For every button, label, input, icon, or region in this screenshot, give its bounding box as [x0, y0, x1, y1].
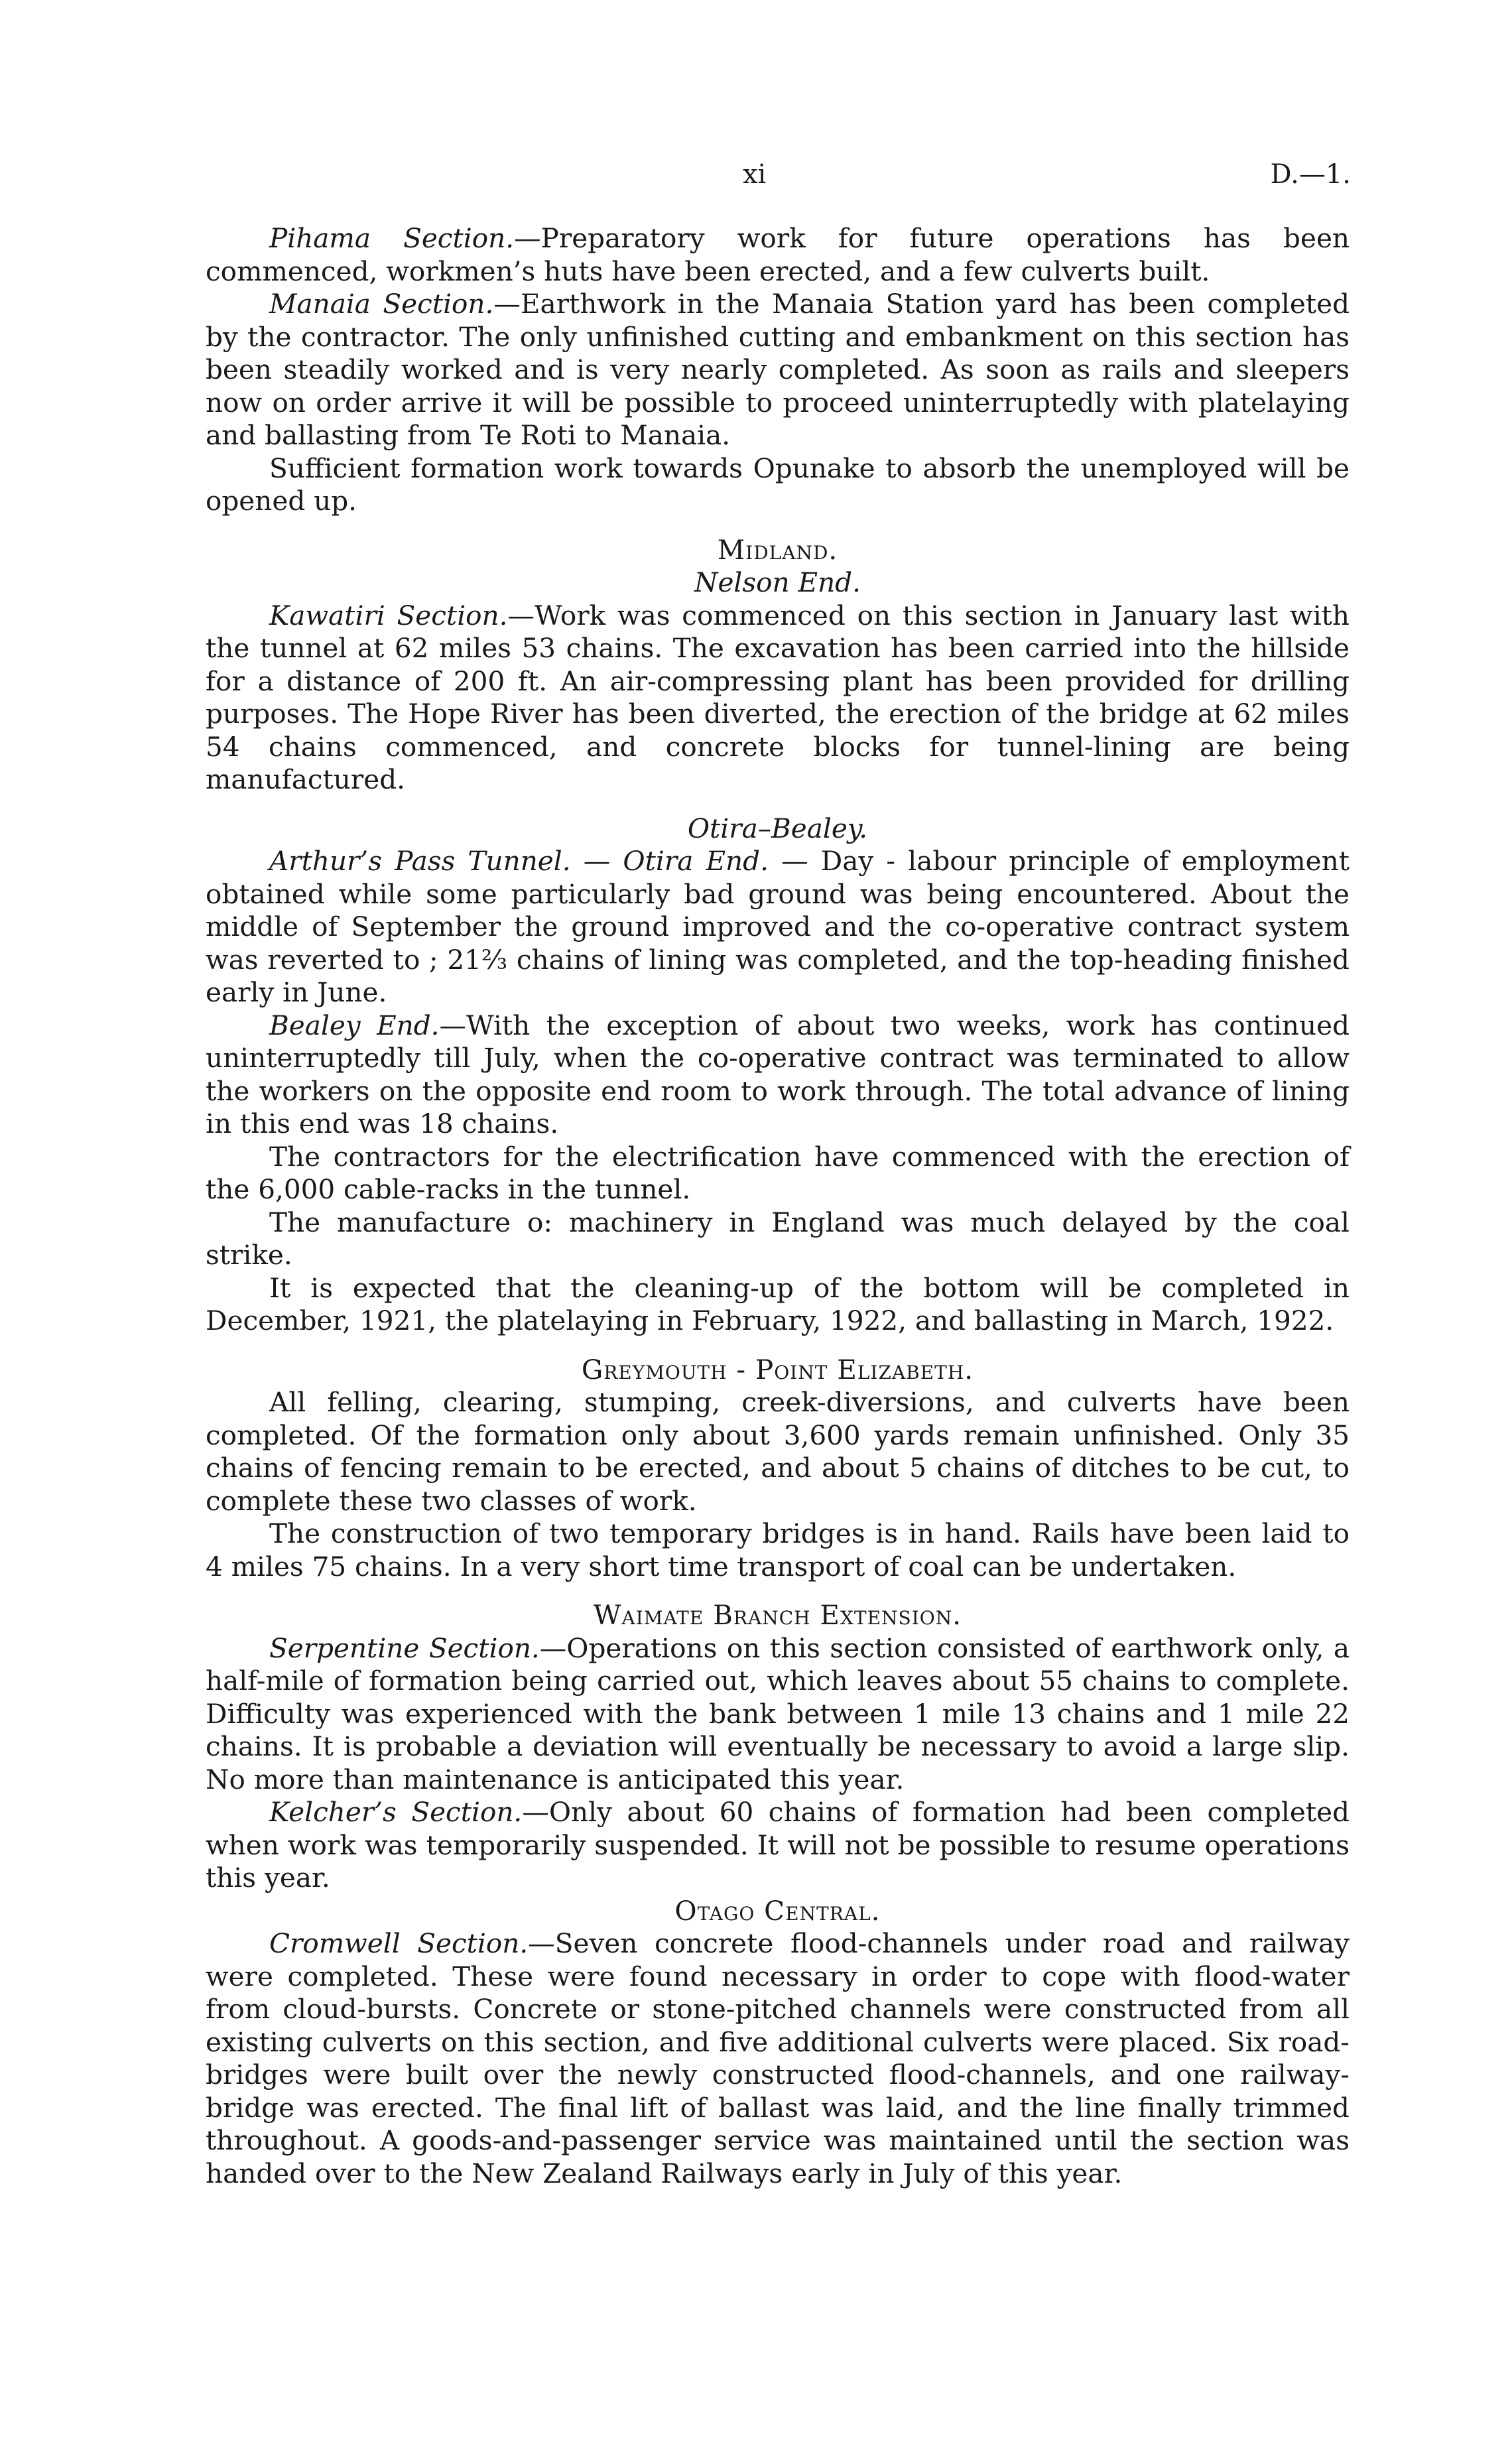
arthurs-pass-paragraph	[206, 845, 1350, 1009]
midland-heading: Midland.	[717, 533, 838, 566]
serpentine-paragraph	[206, 1632, 1350, 1797]
page-number: xi	[743, 159, 767, 190]
kelcher-paragraph	[206, 1796, 1350, 1895]
greymouth-heading: Greymouth - Point Elizabeth.	[581, 1353, 974, 1385]
document-reference: D.—1.	[1270, 159, 1351, 190]
manaia-heading: Manaia Section.	[269, 288, 494, 320]
arthurs-pass-heading: Arthur’s Pass Tunnel. — Otira End.	[269, 845, 769, 877]
cromwell-paragraph	[206, 1927, 1350, 2190]
greymouth-paragraph-2: The construction of two temporary bridges is in hand. Rails have been laid to 4 miles 75 chains. In a very short time transport of coal can be undertaken.	[206, 1517, 1350, 1582]
page-body	[206, 222, 1350, 2190]
machinery-paragraph: The manufacture o: machinery in England was much delayed by the coal strike.	[206, 1206, 1350, 1271]
kelcher-heading: Kelcher’s Section.	[269, 1796, 523, 1828]
otira-bealey-subheading: Otira–Bealey.	[687, 812, 868, 844]
page-header	[0, 159, 1512, 199]
electrification-paragraph: The contractors for the electrification have commenced with the erection of the 6,000 cable-racks in the tunnel.	[206, 1140, 1350, 1205]
bealey-end-text: —With the exception of about two weeks, work has continued uninterruptedly till July, when the co-operative contract was terminated to allow the workers on the opposite end room to work through. The total advance of lining in this end was 18 chains.	[206, 1009, 1350, 1139]
kelcher-text: —Only about 60 chains of formation had been completed when work was temporarily suspended. It will not be possible to resume operations this year.	[206, 1796, 1350, 1894]
cromwell-text: —Seven concrete flood-channels under road and railway were completed. These were found necessary in order to cope with flood-water from cloud-bursts. Concrete or stone-pitched channels were constructed from all existing culverts on this section, and five additional culverts were placed. Six road-bridges were built over the newly constructed flood-channels, and one railway-bridge was erected. The final lift of ballast was laid, and the line finally trimmed throughout. A goods-and-passenger service was maintained until the section was handed over to the New Zealand Railways early in July of this year.	[206, 1927, 1350, 2189]
manaia-paragraph	[206, 288, 1350, 452]
kawatiri-heading: Kawatiri Section.	[269, 599, 508, 631]
pihama-paragraph	[206, 222, 1350, 288]
pihama-heading: Pihama Section.	[269, 222, 515, 254]
pihama-text: —Preparatory work for future operations has been commenced, workmen’s huts have been erected, and a few culverts built.	[206, 222, 1350, 287]
cromwell-heading: Cromwell Section.	[269, 1927, 529, 1959]
serpentine-text: —Operations on this section consisted of earthwork only, a half-mile of formation being carried out, which leaves about 55 chains to complete. Difficulty was experienced with the bank between 1 mile 13 chains and 1 mile 22 chains. It is probable a deviation will eventually be necessary to avoid a large slip. No more than maintenance is anticipated this year.	[206, 1632, 1350, 1795]
kawatiri-text: —Work was commenced on this section in January last with the tunnel at 62 miles 53 chains. The excavation has been carried into the hillside for a distance of 200 ft. An air-compressing plant has been provided for drilling purposes. The Hope River has been diverted, the erection of the bridge at 62 miles 54 chains commenced, and concrete blocks for tunnel-lining are being manufactured.	[206, 599, 1350, 795]
serpentine-heading: Serpentine Section.	[269, 1632, 540, 1664]
opunake-paragraph: Sufficient formation work towards Opunake to absorb the unemployed will be opened up.	[206, 452, 1350, 517]
bealey-end-heading: Bealey End.	[269, 1009, 440, 1041]
arthurs-pass-text: — Day - labour principle of employment obtained while some particularly bad ground was being encountered. About the middle of September the ground improved and the co-operative contract system was reverted to ; 21⅔ chains of lining was completed, and the top-heading finished early in June.	[206, 845, 1350, 1008]
nelson-end-subheading: Nelson End.	[694, 566, 861, 598]
bealey-end-paragraph	[206, 1009, 1350, 1141]
kawatiri-paragraph	[206, 600, 1350, 797]
greymouth-paragraph-1: All felling, clearing, stumping, creek-diversions, and culverts have been completed. Of the formation only about 3,600 yards remain unfinished. Only 35 chains of fencing remain to be erected, and about 5 chains of ditches to be cut, to complete these two classes of work.	[206, 1386, 1350, 1517]
otago-central-heading: Otago Central.	[674, 1894, 881, 1927]
cleaning-paragraph: It is expected that the cleaning-up of the bottom will be completed in December, 1921, the platelaying in February, 1922, and ballasting in March, 1922.	[206, 1271, 1350, 1336]
manaia-text: —Earthwork in the Manaia Station yard has been completed by the contractor. The only unfinished cutting and embankment on this section has been steadily worked and is very nearly completed. As soon as rails and sleepers now on order arrive it will be possible to proceed uninterruptedly with platelaying and ballasting from Te Roti to Manaia.	[206, 288, 1350, 451]
waimate-heading: Waimate Branch Extension.	[593, 1599, 962, 1631]
